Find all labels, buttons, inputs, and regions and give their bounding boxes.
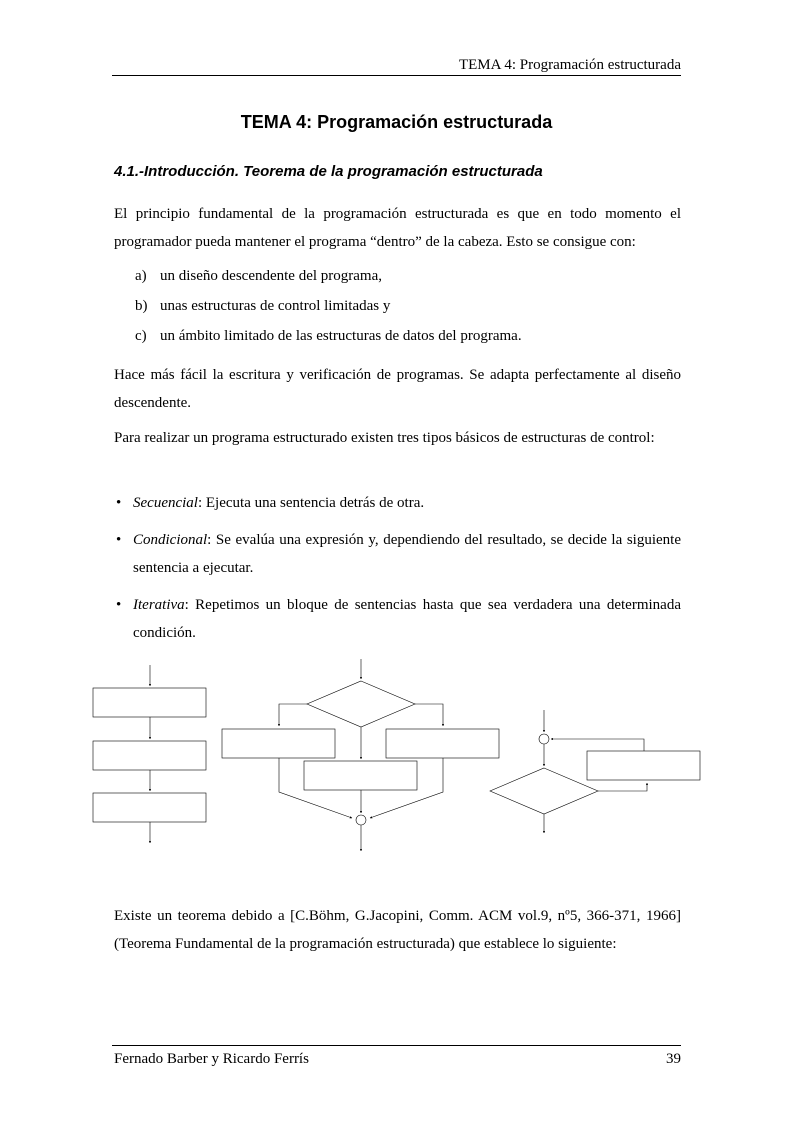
bullet-term: Iterativa [133,597,185,613]
process-box [304,761,417,790]
process-box [93,793,206,822]
bullet-description: : Ejecuta una sentencia detrás de otra. [197,495,425,511]
list-text: un ámbito limitado de las estructuras de datos del programa. [160,328,522,344]
header-rule [112,75,681,76]
bullet-item [133,526,681,582]
connector-circle [356,815,366,825]
bullet-description: : Repetimos un bloque de sentencias hasta que sea verdadera una determinada condición. [133,597,681,641]
paragraph-3: Para realizar un programa estructurado existen tres tipos básicos de estructuras de control: [114,430,655,446]
footer-rule [112,1045,681,1046]
paragraph-4: Existe un teorema debido a [C.Böhm, G.Jacopini, Comm. ACM vol.9, nº5, 366-371, 1966] (Teorema Fundamental de la programación estructurada) que establece lo siguiente: [114,908,681,952]
paragraph-2: Hace más fácil la escritura y verificación de programas. Se adapta perfectamente al diseño descendente. [114,367,681,411]
process-box [587,751,700,780]
process-box [222,729,335,758]
section-heading: 4.1.-Introducción. Teorema de la programación estructurada [114,163,543,180]
footer-authors: Fernado Barber y Ricardo Ferrís [114,1051,309,1067]
iterative-flowchart [490,710,700,833]
bullet-term: Secuencial [133,495,198,511]
list-label: c) [135,328,147,344]
process-box [386,729,499,758]
list-item [135,296,390,316]
running-header: TEMA 4: Programación estructurada [458,57,681,73]
page-number: 39 [666,1051,681,1067]
bullet-symbol: • [116,532,122,548]
process-box [93,741,206,770]
list-item [135,266,382,286]
decision-diamond [490,768,598,814]
list-item [135,326,522,346]
decision-diamond [307,681,415,727]
bullet-term: Condicional [133,532,208,548]
process-box [93,688,206,717]
list-text: unas estructuras de control limitadas y [160,298,391,314]
bullet-symbol: • [116,495,122,511]
bullet-symbol: • [116,597,122,613]
bullet-description: : Se evalúa una expresión y, dependiendo del resultado, se decide la siguiente sentencia a ejecutar. [133,532,681,576]
page-title: TEMA 4: Programación estructurada [240,112,553,132]
connector-circle [539,734,549,744]
list-label: a) [135,268,147,284]
intro-paragraph: El principio fundamental de la programación estructurada es que en todo momento el programador pueda mantener el programa “dentro” de la cabeza. Esto se consigue con: [114,206,681,250]
control-structures-diagram [0,650,793,860]
sequential-flowchart [93,665,206,843]
bullet-item [133,591,681,647]
list-text: un diseño descendente del programa, [160,268,383,284]
list-label: b) [135,298,148,314]
conditional-flowchart [222,659,499,851]
bullet-item [133,489,681,517]
